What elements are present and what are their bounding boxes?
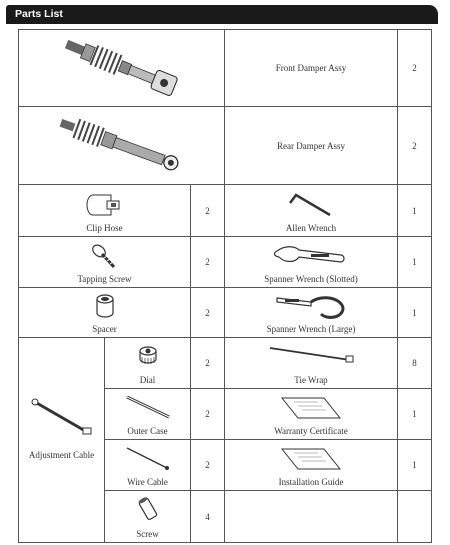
spanner-large-cell [225, 288, 398, 338]
allen-wrench-cell [225, 185, 398, 237]
table-row [19, 30, 432, 107]
spacer-cell [19, 288, 191, 338]
part-name: Clip Hose [86, 223, 123, 233]
part-qty: 2 [191, 237, 225, 288]
dial-cell [105, 338, 191, 389]
part-qty: 1 [398, 185, 432, 237]
tie-wrap-icon [266, 344, 356, 364]
part-name: Spanner Wrench (Large) [266, 324, 356, 334]
clip-hose-icon [85, 193, 125, 217]
front-damper-image-cell [19, 30, 225, 107]
installation-guide-icon [276, 445, 346, 473]
part-qty: 1 [398, 389, 432, 440]
table-row [19, 107, 432, 185]
wire-cable-cell [105, 440, 191, 491]
spanner-slotted-icon [271, 241, 351, 271]
part-qty: 2 [191, 288, 225, 338]
adjustment-cable-cell [19, 338, 105, 543]
tapping-screw-icon [90, 242, 120, 270]
empty-cell [398, 491, 432, 543]
part-name: Allen Wrench [285, 223, 337, 233]
part-qty: 2 [191, 185, 225, 237]
part-qty: 2 [398, 30, 432, 107]
warranty-certificate-icon [276, 394, 346, 422]
part-qty: 4 [191, 491, 225, 543]
part-qty: 8 [398, 338, 432, 389]
installation-guide-cell [225, 440, 398, 491]
allen-wrench-icon [286, 191, 336, 219]
part-name: Outer Case [127, 426, 168, 436]
part-name: Warranty Certificate [274, 426, 348, 436]
part-name: Tapping Screw [77, 274, 132, 284]
table-row [19, 338, 432, 389]
part-name: Installation Guide [278, 477, 344, 487]
table-row [19, 185, 432, 237]
tapping-screw-cell [19, 237, 191, 288]
wire-cable-icon [123, 444, 173, 472]
part-name: Screw [136, 529, 159, 539]
part-qty: 2 [191, 389, 225, 440]
part-qty: 1 [398, 288, 432, 338]
part-qty: 2 [191, 338, 225, 389]
part-name: Spanner Wrench (Slotted) [264, 274, 358, 284]
rear-damper-icon [52, 110, 192, 180]
empty-cell [225, 491, 398, 543]
screw-icon [136, 495, 160, 523]
outer-case-icon [123, 393, 173, 421]
table-row [19, 237, 432, 288]
parts-table [18, 29, 432, 543]
part-name: Tie Wrap [294, 375, 328, 385]
part-name: Front Damper Assy [225, 30, 398, 107]
outer-case-cell [105, 389, 191, 440]
part-name: Rear Damper Assy [225, 107, 398, 185]
clip-hose-cell [19, 185, 191, 237]
part-name: Dial [139, 375, 156, 385]
adjustment-cable-icon [27, 398, 97, 438]
spanner-large-icon [271, 290, 351, 322]
part-qty: 1 [398, 237, 432, 288]
part-qty: 2 [398, 107, 432, 185]
screw-cell [105, 491, 191, 543]
front-damper-icon [52, 32, 192, 102]
warranty-certificate-cell [225, 389, 398, 440]
part-qty: 1 [398, 440, 432, 491]
part-name: Wire Cable [127, 477, 168, 487]
section-header [6, 5, 438, 24]
table-row [19, 288, 432, 338]
part-name: Spacer [92, 324, 117, 334]
spacer-icon [94, 293, 116, 319]
section-title: Parts List [15, 8, 63, 20]
part-name: Adjustment Cable [28, 450, 95, 460]
spanner-slotted-cell [225, 237, 398, 288]
rear-damper-image-cell [19, 107, 225, 185]
dial-icon [136, 343, 160, 369]
part-qty: 2 [191, 440, 225, 491]
tie-wrap-cell [225, 338, 398, 389]
